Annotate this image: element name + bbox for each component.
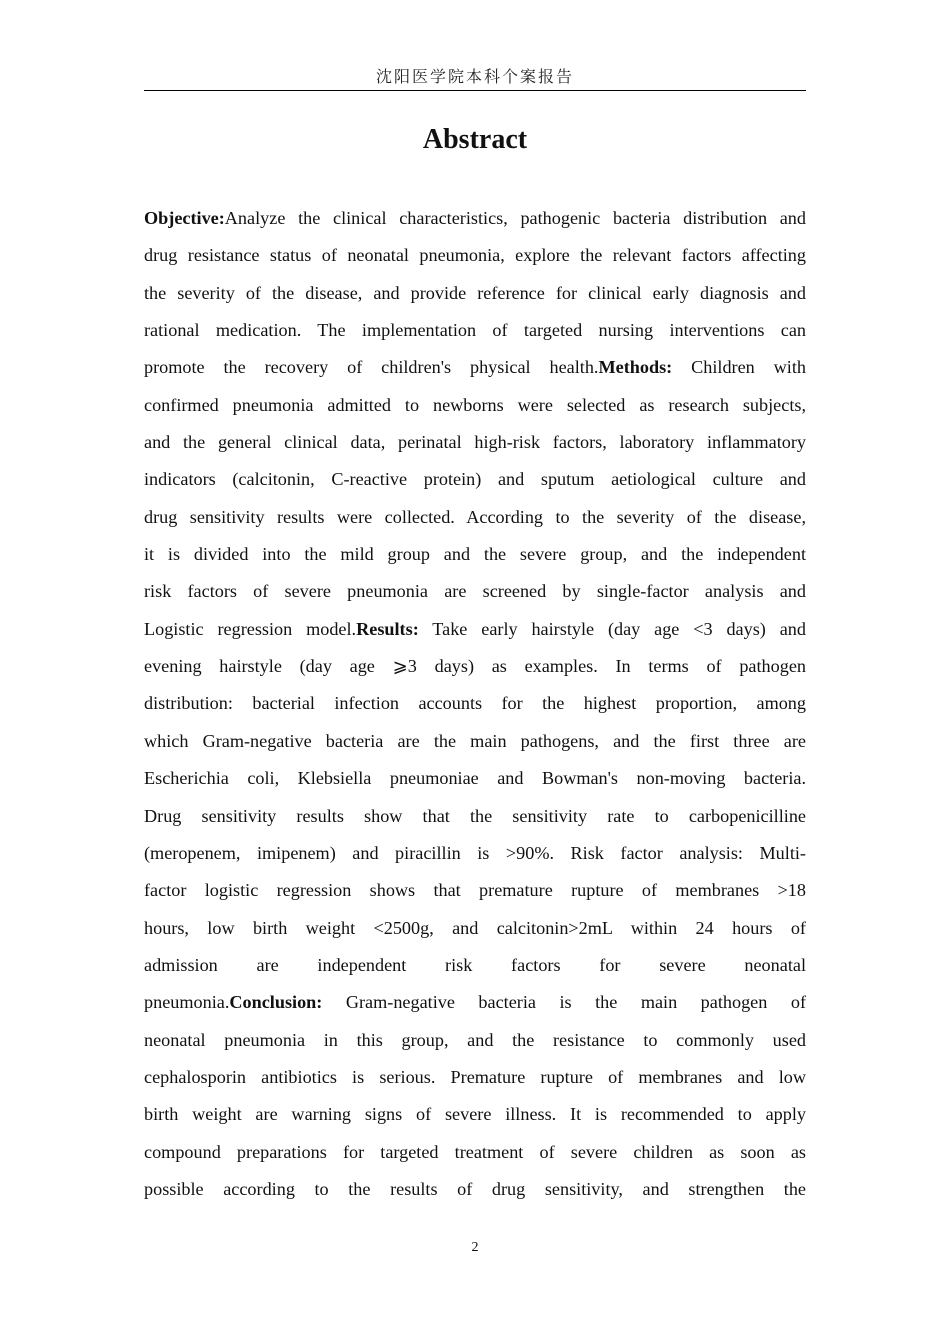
abstract-line: (meropenem, imipenem) and piracillin is >90%. Risk factor analysis: Multi- xyxy=(144,842,806,863)
abstract-line: pneumonia.Conclusion: Gram-negative bacteria is the main pathogen of xyxy=(144,992,806,1013)
abstract-line: neonatal pneumonia in this group, and the resistance to commonly used xyxy=(144,1029,806,1050)
abstract-line: which Gram-negative bacteria are the main pathogens, and the first three are xyxy=(144,730,806,751)
running-header: 沈阳医学院本科个案报告 xyxy=(375,67,574,86)
abstract-line: promote the recovery of children's physical health.Methods: Children with xyxy=(144,357,806,378)
abstract-line: Logistic regression model.Results: Take early hairstyle (day age <3 days) and xyxy=(144,618,806,639)
abstract-line: hours, low birth weight <2500g, and calcitonin>2mL within 24 hours of xyxy=(144,917,806,938)
abstract-line: confirmed pneumonia admitted to newborns were selected as research subjects, xyxy=(144,394,806,415)
abstract-line: indicators (calcitonin, C-reactive protein) and sputum aetiological culture and xyxy=(144,469,806,490)
abstract-line: drug resistance status of neonatal pneumonia, explore the relevant factors affecting xyxy=(144,245,806,266)
abstract-line: drug sensitivity results were collected. According to the severity of the disease, xyxy=(144,506,806,527)
abstract-body xyxy=(144,200,806,1208)
conclusion-label: Conclusion: xyxy=(229,992,323,1013)
abstract-line: cephalosporin antibiotics is serious. Premature rupture of membranes and low xyxy=(144,1066,806,1087)
abstract-line: Escherichia coli, Klebsiella pneumoniae and Bowman's non-moving bacteria. xyxy=(144,768,806,789)
abstract-line: risk factors of severe pneumonia are screened by single-factor analysis and xyxy=(144,581,806,602)
methods-label: Methods: xyxy=(598,357,673,378)
abstract-line: admission are independent risk factors for severe neonatal xyxy=(144,954,806,975)
abstract-line: Drug sensitivity results show that the sensitivity rate to carbopenicilline xyxy=(144,805,806,826)
abstract-line: possible according to the results of drug sensitivity, and strengthen the xyxy=(144,1178,806,1199)
objective-text-part: Analyze the clinical characteristics, pathogenic bacteria distribution and xyxy=(224,208,806,228)
abstract-line: distribution: bacterial infection accounts for the highest proportion, among xyxy=(144,693,806,714)
abstract-heading: Abstract xyxy=(422,124,528,155)
abstract-line: birth weight are warning signs of severe illness. It is recommended to apply xyxy=(144,1104,806,1125)
abstract-line: evening hairstyle (day age ⩾3 days) as examples. In terms of pathogen xyxy=(144,656,806,677)
abstract-line: rational medication. The implementation of targeted nursing interventions can xyxy=(144,320,806,341)
page-number: 2 xyxy=(471,1240,479,1255)
results-label: Results: xyxy=(356,618,419,639)
abstract-line: it is divided into the mild group and the severe group, and the independent xyxy=(144,544,806,565)
header-rule xyxy=(144,90,806,91)
objective-label: Objective: xyxy=(144,208,225,228)
abstract-line: the severity of the disease, and provide reference for clinical early diagnosis and xyxy=(144,282,806,303)
abstract-line xyxy=(144,200,806,237)
abstract-line: compound preparations for targeted treatment of severe children as soon as xyxy=(144,1141,806,1162)
abstract-line: factor logistic regression shows that premature rupture of membranes >18 xyxy=(144,880,806,901)
abstract-line: and the general clinical data, perinatal high-risk factors, laboratory inflammatory xyxy=(144,432,806,453)
